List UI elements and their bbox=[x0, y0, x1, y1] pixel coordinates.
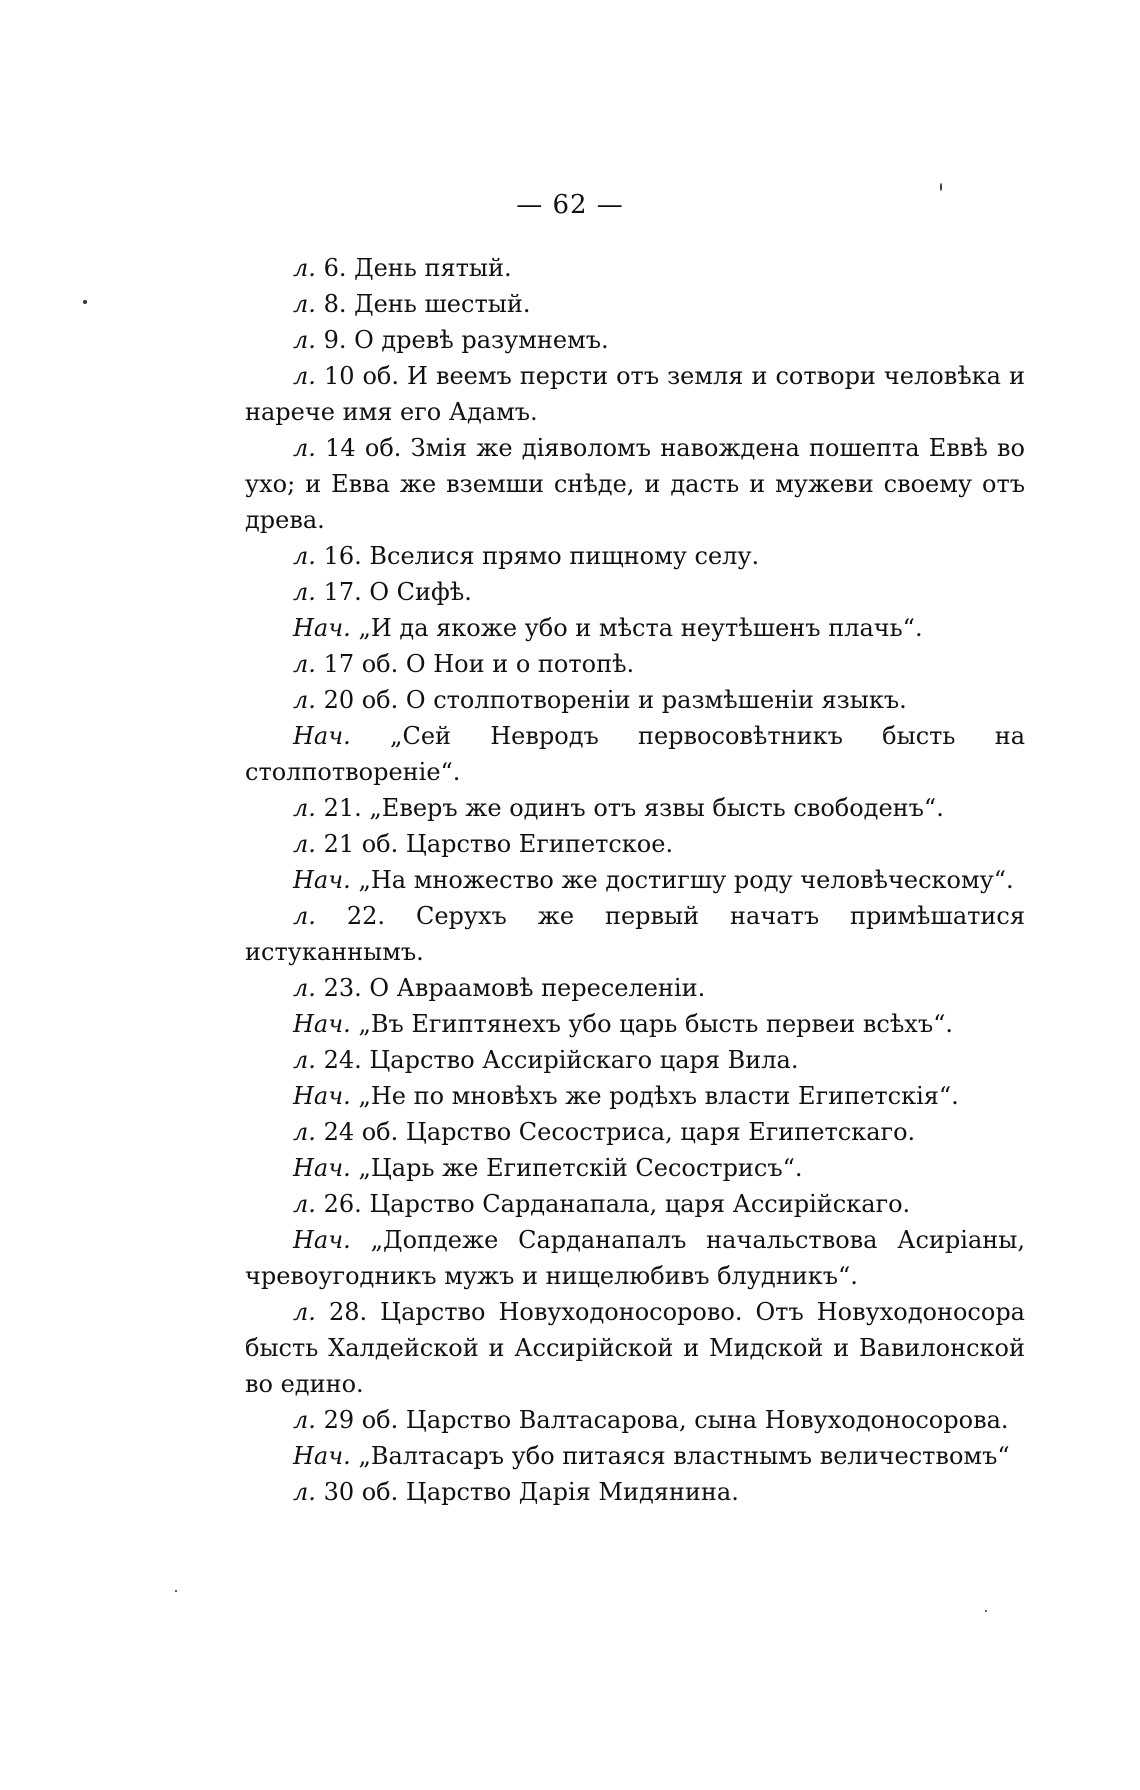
entry bbox=[245, 898, 1025, 970]
entry-lead: Нач. bbox=[293, 866, 351, 894]
entry-lead: л. bbox=[293, 686, 316, 714]
entry bbox=[245, 430, 1025, 538]
entry-lead: л. bbox=[293, 794, 316, 822]
entry bbox=[245, 646, 1025, 682]
entry bbox=[245, 1474, 1025, 1510]
entry bbox=[245, 970, 1025, 1006]
entry-lead: Нач. bbox=[293, 1082, 351, 1110]
entry bbox=[245, 682, 1025, 718]
entry bbox=[245, 790, 1025, 826]
entry-text: 17 об. О Нои и о потопѣ. bbox=[323, 650, 635, 678]
entry-text: 14 об. Змія же діяволомъ навождена пошепта Еввѣ во ухо; и Евва же вземши снѣде, и дасть и мужеви своему отъ древа. bbox=[245, 434, 1025, 534]
entry bbox=[245, 1402, 1025, 1438]
entry-text: 20 об. О столпотвореніи и размѣшеніи языкъ. bbox=[323, 686, 907, 714]
entry-text: 26. Царство Сарданапала, царя Ассирійскаго. bbox=[323, 1190, 911, 1218]
entry-text: „И да якоже убо и мѣста неутѣшенъ плачь“. bbox=[358, 614, 923, 642]
entry-text: 6. День пятый. bbox=[323, 254, 512, 282]
entry bbox=[245, 826, 1025, 862]
entry bbox=[245, 1114, 1025, 1150]
entry-lead: л. bbox=[293, 830, 316, 858]
entry-lead: л. bbox=[293, 1118, 316, 1146]
entry-text: 24. Царство Ассирійскаго царя Вила. bbox=[323, 1046, 799, 1074]
entry bbox=[245, 1042, 1025, 1078]
entry-lead: л. bbox=[293, 362, 316, 390]
entry-lead: л. bbox=[293, 1406, 316, 1434]
entry-text: 30 об. Царство Дарія Мидянина. bbox=[323, 1478, 739, 1506]
entry-lead: л. bbox=[293, 974, 316, 1002]
entry-lead: л. bbox=[293, 1478, 316, 1506]
entry bbox=[245, 322, 1025, 358]
entry-lead: л. bbox=[293, 326, 316, 354]
page-number: — 62 — bbox=[516, 190, 624, 220]
entry-lead: л. bbox=[293, 542, 316, 570]
entry-lead: л. bbox=[293, 290, 316, 318]
scan-speck bbox=[83, 300, 87, 304]
entry-lead: л. bbox=[293, 650, 316, 678]
entry bbox=[245, 538, 1025, 574]
entry-text: 21 об. Царство Египетское. bbox=[323, 830, 674, 858]
entry bbox=[245, 1078, 1025, 1114]
entry-lead: Нач. bbox=[293, 1226, 351, 1254]
entry bbox=[245, 1186, 1025, 1222]
entry-lead: л. bbox=[293, 434, 316, 462]
entry bbox=[245, 1222, 1025, 1294]
entry-text: 24 об. Царство Сесостриса, царя Египетскаго. bbox=[323, 1118, 916, 1146]
entry bbox=[245, 358, 1025, 430]
entry bbox=[245, 610, 1025, 646]
entry bbox=[245, 286, 1025, 322]
entry-lead: л. bbox=[293, 254, 316, 282]
entry-text: „Сей Невродъ первосовѣтникъ бысть на столпотвореніе“. bbox=[245, 722, 1025, 786]
entry-lead: Нач. bbox=[293, 722, 351, 750]
entry-lead: Нач. bbox=[293, 614, 351, 642]
entry-text: 9. О древѣ разумнемъ. bbox=[323, 326, 609, 354]
entry bbox=[245, 574, 1025, 610]
entry-text: „Не по мновѣхъ же родѣхъ власти Египетскія“. bbox=[358, 1082, 959, 1110]
entry-text: 16. Вселися прямо пищному селу. bbox=[323, 542, 760, 570]
entry-text: 23. О Авраамовѣ переселеніи. bbox=[323, 974, 706, 1002]
entry bbox=[245, 1294, 1025, 1402]
entry-text: 28. Царство Новуходоносорово. Отъ Новуходоносора бысть Халдейской и Ассирійской и Мидской и Вавилонской во едино. bbox=[245, 1298, 1025, 1398]
scan-speck bbox=[175, 1590, 177, 1592]
entry-text: „Допдеже Сарданапалъ начальствова Асиріаны, чревоугодникъ мужъ и нищелюбивъ блудникъ“. bbox=[245, 1226, 1025, 1290]
entry-lead: л. bbox=[293, 1190, 316, 1218]
entry-text: 17. О Сифѣ. bbox=[323, 578, 472, 606]
entry bbox=[245, 1006, 1025, 1042]
entry-lead: л. bbox=[293, 902, 316, 930]
entry bbox=[245, 862, 1025, 898]
entry-lead: л. bbox=[293, 578, 316, 606]
entry-text: 8. День шестый. bbox=[323, 290, 531, 318]
entry bbox=[245, 1438, 1025, 1474]
entry-text: „На множество же достигшу роду человѣческому“. bbox=[358, 866, 1014, 894]
entry bbox=[245, 250, 1025, 286]
entry-lead: л. bbox=[293, 1298, 316, 1326]
entry-text: 22. Серухъ же первый начатъ примѣшатися истуканнымъ. bbox=[245, 902, 1025, 966]
entry-text: 10 об. И веемъ персти отъ земля и сотвори человѣка и нарече имя его Адамъ. bbox=[245, 362, 1025, 426]
entry-lead: л. bbox=[293, 1046, 316, 1074]
entry-lead: Нач. bbox=[293, 1154, 351, 1182]
entry-text: „Царь же Египетскій Сесострисъ“. bbox=[358, 1154, 803, 1182]
entries-list bbox=[245, 250, 1025, 1510]
entry bbox=[245, 718, 1025, 790]
scan-speck bbox=[985, 1610, 987, 1612]
entry-lead: Нач. bbox=[293, 1442, 351, 1470]
entry bbox=[245, 1150, 1025, 1186]
entry-text: „Валтасаръ убо питаяся властнымъ величествомъ“ bbox=[358, 1442, 1010, 1470]
scan-speck bbox=[940, 183, 942, 191]
entry-text: „Въ Египтянехъ убо царь бысть первеи всѣхъ“. bbox=[358, 1010, 953, 1038]
entry-text: 29 об. Царство Валтасарова, сына Новуходоносорова. bbox=[323, 1406, 1009, 1434]
entry-text: 21. „Еверъ же одинъ отъ язвы бысть свободенъ“. bbox=[323, 794, 944, 822]
entry-lead: Нач. bbox=[293, 1010, 351, 1038]
